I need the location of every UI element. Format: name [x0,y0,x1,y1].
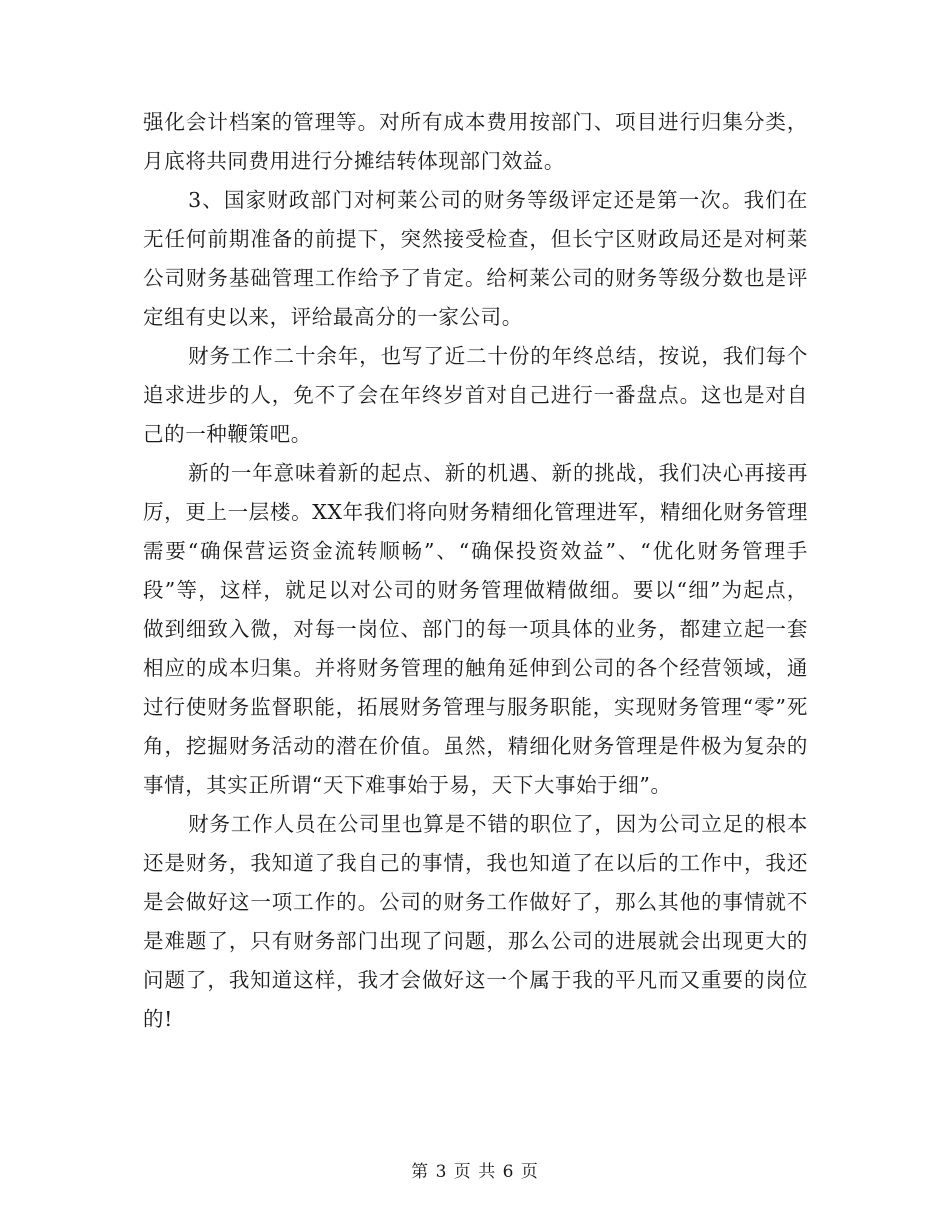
paragraph-finance-rating: 3、国家财政部门对柯莱公司的财务等级评定还是第一次。我们在无任何前期准备的前提下，突然接受检查，但长宁区财政局还是对柯莱公司财务基础管理工作给予了肯定。给柯莱公司的财务等级分数也是评定组有史以来，评给最高分的一家公司。 [143,188,808,329]
paragraph-refined-management: 新的一年意味着新的起点、新的机遇、新的挑战，我们决心再接再厉，更上一层楼。XX年我们将向财务精细化管理进军，精细化财务管理需要“确保营运资金流转顺畅”、“确保投资效益”、“优化财务管理手段”等，这样，就足以对公司的财务管理做精做细。要以“细”为起点，做到细致入微，对每一岗位、部门的每一项具体的业务，都建立起一套相应的成本归集。并将财务管理的触角延伸到公司的各个经营领域，通过行使财务监督职能，拓展财务管理与服务职能，实现财务管理“零”死角，挖掘财务活动的潜在价值。虽然，精细化财务管理是件极为复杂的事情，其实正所谓“天下难事始于易，天下大事始于细”。 [143,461,808,797]
paragraph-year-end-summary: 财务工作二十余年，也写了近二十份的年终总结，按说，我们每个追求进步的人，免不了会在年终岁首对自己进行一番盘点。这也是对自己的一种鞭策吧。 [143,344,808,446]
document-body [143,103,808,1039]
paragraph-continued: 强化会计档案的管理等。对所有成本费用按部门、项目进行归集分类，月底将共同费用进行分摊结转体现部门效益。 [143,110,808,173]
page-number-footer: 第 3 页 共 6 页 [411,1162,539,1182]
paragraph-finance-role: 财务工作人员在公司里也算是不错的职位了，因为公司立足的根本还是财务，我知道了我自己的事情，我也知道了在以后的工作中，我还是会做好这一项工作的。公司的财务工作做好了，那么其他的事情就不是难题了，只有财务部门出现了问题，那么公司的进展就会出现更大的问题了，我知道这样，我才会做好这一个属于我的平凡而又重要的岗位的! [143,812,808,1031]
